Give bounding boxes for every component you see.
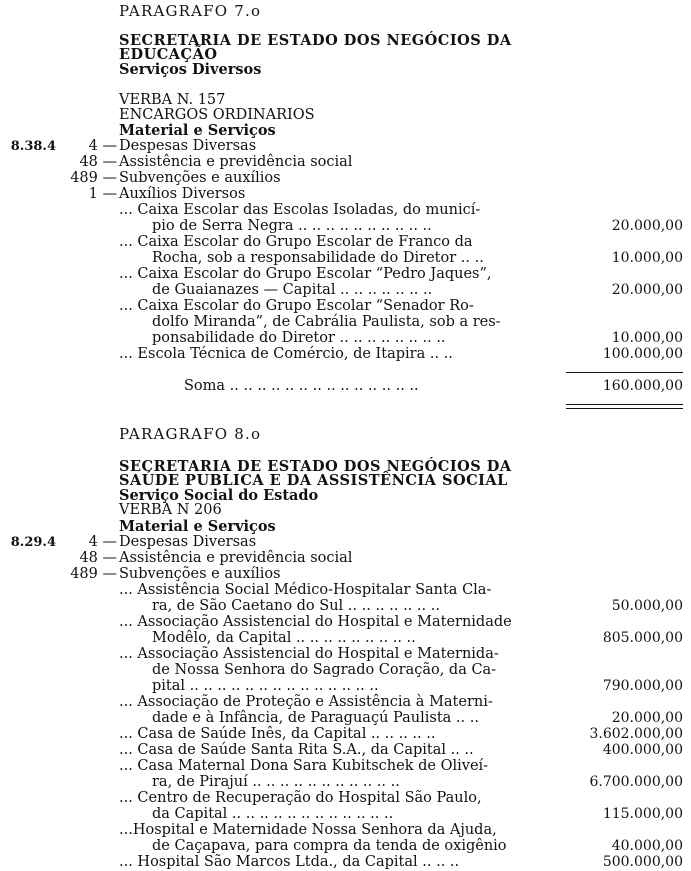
- entry-line: de Nossa Senhora do Sagrado Coração, da Ca-: [152, 662, 497, 678]
- item-number: 489 —: [70, 170, 117, 186]
- entry-line: ... Escola Técnica de Comércio, de Itapira .. ..: [119, 346, 453, 362]
- entry-line: ... Assistência Social Médico-Hospitalar Santa Cla-: [119, 582, 492, 598]
- entry-line: ... Caixa Escolar do Grupo Escolar “Senador Ro-: [119, 298, 474, 314]
- entry-amount: 50.000,00: [611, 598, 683, 614]
- entry-line: de Caçapava, para compra da tenda de oxigênio: [152, 838, 507, 854]
- item-number: 48 —: [79, 550, 117, 566]
- entry-line: ra, de Pirajuí .. .. .. .. .. .. .. .. .. .. ..: [152, 774, 400, 790]
- sum-rule-double-1: [566, 404, 683, 405]
- entry-amount: 400.000,00: [602, 742, 683, 758]
- soma-amount: 160.000,00: [602, 378, 683, 394]
- entry-line: pio de Serra Negra .. .. .. .. .. .. .. .. .. ..: [152, 218, 432, 234]
- entry-line: dolfo Miranda”, de Cabrália Paulista, sob a res-: [152, 314, 501, 330]
- item-label: Subvenções e auxílios: [119, 566, 281, 582]
- item-label: Assistência e previdência social: [119, 154, 353, 170]
- entry-line: ...Hospital e Maternidade Nossa Senhora da Ajuda,: [119, 822, 497, 838]
- item-number: 4 —: [88, 138, 117, 154]
- entry-amount: 500.000,00: [602, 854, 683, 870]
- item-label: Assistência e previdência social: [119, 550, 353, 566]
- paragraph-7-heading: PARAGRAFO 7.o: [119, 2, 262, 20]
- entry-amount: 805.000,00: [602, 630, 683, 646]
- entry-line: ... Caixa Escolar das Escolas Isoladas, do municí-: [119, 202, 481, 218]
- entry-line: ... Casa de Saúde Santa Rita S.A., da Capital .. ..: [119, 742, 474, 758]
- entry-amount: 790.000,00: [602, 678, 683, 694]
- entry-amount: 100.000,00: [602, 346, 683, 362]
- entry-line: ... Associação Assistencial do Hospital e Maternida-: [119, 646, 499, 662]
- entry-amount: 10.000,00: [611, 250, 683, 266]
- entry-amount: 10.000,00: [611, 330, 683, 346]
- code-8-29-4: 8.29.4: [10, 535, 56, 550]
- secretaria-saude-line1: SECRETARIA DE ESTADO DOS NEGÓCIOS DA: [119, 458, 512, 475]
- secretaria-saude-line2: SAÚDE PUBLICA E DA ASSISTÊNCIA SOCIAL: [119, 472, 508, 489]
- entry-line: ... Hospital São Marcos Ltda., da Capital .. .. ..: [119, 854, 460, 870]
- entry-line: ... Casa Maternal Dona Sara Kubitschek de Oliveí-: [119, 758, 489, 774]
- item-label: Subvenções e auxílios: [119, 170, 281, 186]
- entry-line: ... Caixa Escolar do Grupo Escolar “Pedro Jaques”,: [119, 266, 492, 282]
- secretaria-educacao-line1: SECRETARIA DE ESTADO DOS NEGÓCIOS DA: [119, 32, 512, 49]
- entry-line: ... Centro de Recuperação do Hospital São Paulo,: [119, 790, 482, 806]
- entry-amount: 20.000,00: [611, 710, 683, 726]
- entry-line: ... Caixa Escolar do Grupo Escolar de Franco da: [119, 234, 473, 250]
- entry-line: ... Casa de Saúde Inês, da Capital .. .. .. .. ..: [119, 726, 436, 742]
- entry-amount: 20.000,00: [611, 218, 683, 234]
- verba-206: VERBA N 206: [119, 502, 222, 518]
- entry-amount: 20.000,00: [611, 282, 683, 298]
- item-number: 48 —: [79, 154, 117, 170]
- entry-amount: 3.602.000,00: [589, 726, 683, 742]
- entry-amount: 115.000,00: [602, 806, 683, 822]
- entry-line: ... Associação de Proteção e Assistência à Materni-: [119, 694, 493, 710]
- item-number: 4 —: [88, 534, 117, 550]
- entry-line: ponsabilidade do Diretor .. .. .. .. .. .. .. ..: [152, 330, 446, 346]
- item-label: Auxílios Diversos: [119, 186, 246, 202]
- entry-line: Rocha, sob a responsabilidade do Diretor .. ..: [152, 250, 484, 266]
- item-number: 1 —: [88, 186, 117, 202]
- entry-line: ra, de São Caetano do Sul .. .. .. .. .. .. ..: [152, 598, 440, 614]
- material-servicos-8: Material e Serviços: [119, 518, 276, 535]
- entry-line: Modêlo, da Capital .. .. .. .. .. .. .. .. ..: [152, 630, 416, 646]
- entry-line: ... Associação Assistencial do Hospital e Maternidade: [119, 614, 512, 630]
- item-label: Despesas Diversas: [119, 534, 257, 550]
- entry-amount: 6.700.000,00: [589, 774, 683, 790]
- item-number: 489 —: [70, 566, 117, 582]
- encargos-ordinarios: ENCARGOS ORDINARIOS: [119, 107, 315, 123]
- entry-line: da Capital .. .. .. .. .. .. .. .. .. .. .. ..: [152, 806, 394, 822]
- servicos-diversos: Serviços Diversos: [119, 61, 262, 78]
- material-servicos-7: Material e Serviços: [119, 122, 276, 139]
- code-8-38-4: 8.38.4: [10, 139, 56, 154]
- entry-line: dade e à Infância, de Paraguaçú Paulista .. ..: [152, 710, 479, 726]
- soma-label: Soma .. .. .. .. .. .. .. .. .. .. .. .. .. ..: [184, 378, 419, 394]
- entry-line: pital .. .. .. .. .. .. .. .. .. .. .. .. .. ..: [152, 678, 379, 694]
- paragraph-8-heading: PARAGRAFO 8.o: [119, 425, 262, 443]
- sum-rule-double-2: [566, 408, 683, 409]
- sum-rule-top: [566, 372, 683, 373]
- secretaria-educacao-line2: EDUCAÇÃO: [119, 46, 218, 63]
- servico-social: Serviço Social do Estado: [119, 487, 319, 504]
- entry-line: de Guaianazes — Capital .. .. .. .. .. .. ..: [152, 282, 433, 298]
- verba-157: VERBA N. 157: [119, 92, 226, 108]
- entry-amount: 40.000,00: [611, 838, 683, 854]
- item-label: Despesas Diversas: [119, 138, 257, 154]
